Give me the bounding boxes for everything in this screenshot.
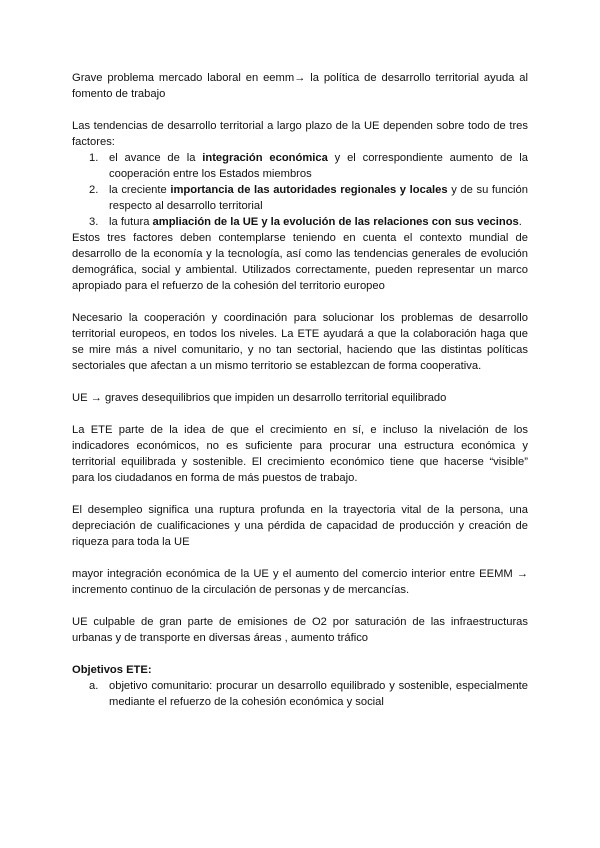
list-item: 3. la futura ampliación de la UE y la evolución de las relaciones con sus vecinos. [89, 216, 522, 228]
list-letter: a. [89, 680, 99, 692]
paragraph-emissions: UE culpable de gran parte de emisiones de O2 por saturación de las infraestructuras urbanas y de transporte en diversas áreas , aumento tráfico [72, 616, 528, 644]
list-number: 1. [89, 152, 99, 164]
list-item: 1. el avance de la integración económica y el correspondiente aumento de la cooperación entre los Estados miembros [89, 152, 529, 180]
list-number: 2. [89, 184, 99, 196]
paragraph-labor-market: Grave problema mercado laboral en eemm→ la política de desarrollo territorial ayuda al fomento de trabajo [72, 72, 528, 100]
list-item: a. objetivo comunitario: procurar un desarrollo equilibrado y sostenible, especialmente mediante el refuerzo de la cohesión económica y social [89, 680, 528, 708]
list-number: 3. [89, 216, 99, 228]
paragraph-unemployment: El desempleo significa una ruptura profunda en la trayectoria vital de la persona, una depreciación de cualificaciones y una pérdida de capacidad de producción y creación de riqueza para toda la UE [72, 504, 528, 548]
factors-list [72, 150, 528, 230]
paragraph-imbalances: UE → graves desequilibrios que impiden un desarrollo territorial equilibrado [72, 392, 447, 404]
paragraph-trends-intro: Las tendencias de desarrollo territorial a largo plazo de la UE dependen sobre todo de tres factores: [72, 120, 528, 148]
objectives-list [72, 678, 528, 710]
paragraph-integration: mayor integración económica de la UE y el aumento del comercio interior entre EEMM → incremento continuo de la circulación de personas y de mercancías. [72, 568, 528, 596]
objectives-heading: Objetivos ETE: [72, 664, 152, 676]
paragraph-context: Estos tres factores deben contemplarse teniendo en cuenta el contexto mundial de desarrollo de la economía y la tecnología, así como las tendencias generales de evolución demográfica, social y ambiental. Utilizados correctamente, pueden representar un marco apropiado para el refuerzo de la cohesión del territorio europeo [72, 232, 528, 292]
list-item: 2. la creciente importancia de las autoridades regionales y locales y de su función respecto al desarrollo territorial [89, 184, 528, 212]
paragraph-cooperation: Necesario la cooperación y coordinación para solucionar los problemas de desarrollo territorial europeos, en todos los niveles. La ETE ayudará a que la colaboración haga que se mire más a nivel comunitario, y no tan sectorial, haciendo que las distintas políticas sectoriales que afectan a un mismo territorio se establezcan de forma cooperativa. [72, 312, 528, 372]
paragraph-growth: La ETE parte de la idea de que el crecimiento en sí, e incluso la nivelación de los indicadores económicos, no es suficiente para procurar una estructura económica y territorial equilibrada y sostenible. El crecimiento económico tiene que hacerse “visible” para los ciudadanos en forma de más puestos de trabajo. [72, 424, 528, 484]
